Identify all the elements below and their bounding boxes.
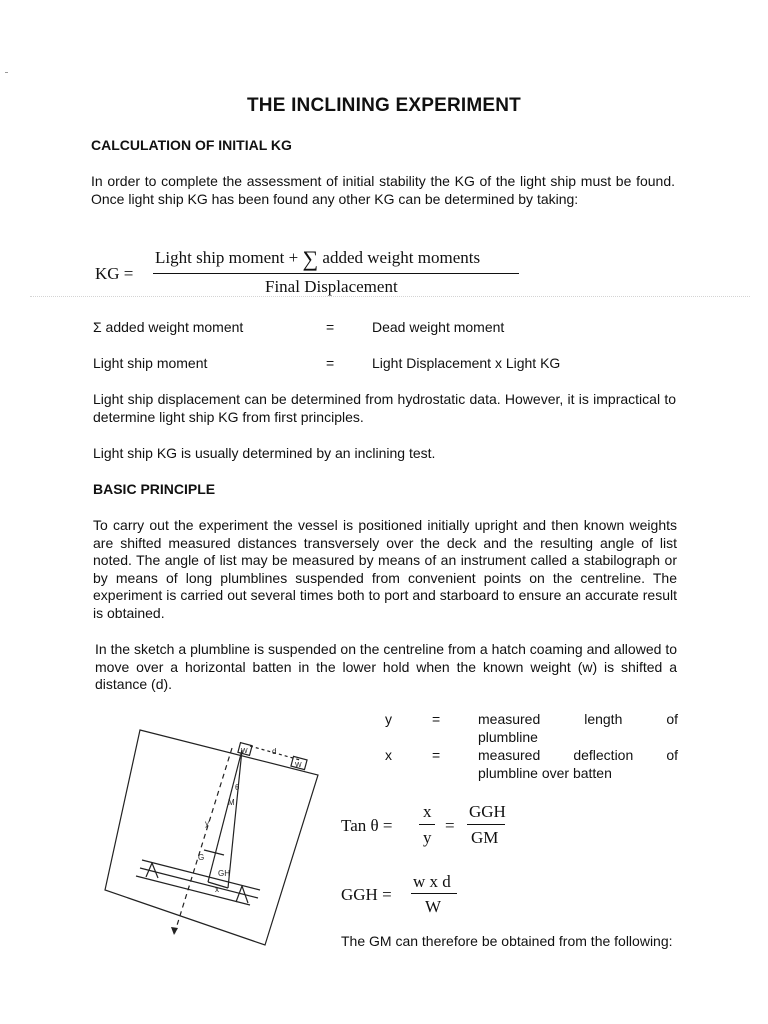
tan-frac2-bar (467, 824, 505, 825)
ggh-fraction-bar (411, 893, 457, 894)
ggh-num: w x d (413, 872, 451, 891)
ggh-den: W (425, 897, 442, 916)
scan-dotted-line (30, 296, 750, 297)
definition-term: Σ added weight moment (93, 319, 244, 335)
diagram-label-y: y (205, 819, 209, 828)
variable-description: measured deflection of (478, 747, 678, 763)
diagram-label-theta: θ (235, 783, 240, 792)
tan-frac2-num: GGH (469, 802, 506, 821)
gg-line (204, 850, 224, 855)
definition-equals: = (326, 355, 335, 371)
gm-paragraph: The GM can therefore be obtained from the following: (341, 933, 673, 949)
tan-lhs: Tan θ = (341, 816, 393, 835)
section-heading-calculation: CALCULATION OF INITIAL KG (91, 137, 292, 153)
diagram-label-w-right: W (295, 762, 302, 769)
tan-frac1-num: x (423, 802, 432, 821)
batten-top (142, 860, 260, 890)
y-dimension (174, 748, 232, 935)
diagram-label-x: x (215, 885, 219, 894)
tan-eq2: = (445, 816, 455, 835)
kg-formula-lhs: KG = (95, 264, 134, 283)
tan-frac1-den: y (423, 828, 432, 847)
variable-symbol: y (385, 711, 392, 727)
kg-formula (95, 246, 535, 302)
inclining-diagram (100, 720, 325, 950)
definition-value: Dead weight moment (372, 319, 505, 335)
ggh-formula (341, 870, 541, 920)
plumbline (228, 750, 242, 888)
definition-value: Light Displacement x Light KG (372, 355, 561, 371)
arrow-head (171, 927, 178, 935)
section-heading-basic-principle: BASIC PRINCIPLE (93, 481, 216, 497)
kg-formula-numerator (155, 246, 480, 272)
sigma-symbol: ∑ (302, 246, 319, 271)
variable-description-cont: plumbline (478, 728, 538, 745)
tan-theta-formula (341, 800, 541, 856)
scan-mark (5, 72, 8, 73)
support-left-2 (152, 863, 158, 878)
tank-top (136, 876, 250, 905)
variable-equals: = (432, 747, 441, 763)
sketch-paragraph: In the sketch a plumbline is suspended on the centreline from a hatch coaming and allowed to move over a horizontal batten in the lower hold when the known weight (w) is shifted a distance (d). (95, 641, 677, 692)
kg-numerator-left: Light ship moment + (155, 248, 299, 267)
variable-definitions (380, 711, 680, 783)
intro-paragraph: In order to complete the assessment of initial stability the KG of the light ship must be found. Once light ship KG has been found any other KG can be determined by taking: (91, 173, 675, 207)
principle-paragraph: To carry out the experiment the vessel is positioned initially upright and then known weights are shifted measured distances transversely over the deck and the resulting angle of list noted. The angle of list may be measured by means of an instrument called a stabilograph or by means of long plumblines suspended from convenient points on the centreline. The experiment is carried out several times both to port and starboard to ensure an accurate result is obtained. (93, 517, 677, 621)
definition-term: Light ship moment (93, 355, 208, 371)
variable-equals: = (432, 711, 441, 727)
kg-formula-denominator: Final Displacement (265, 277, 398, 296)
variable-row-y (380, 711, 680, 747)
definition-row-added-weight (93, 319, 693, 337)
ggh-lhs: GGH = (341, 885, 392, 904)
diagram-label-w-box: W (241, 748, 248, 755)
kg-fraction-bar (153, 273, 519, 274)
inclining-test-paragraph: Light ship KG is usually determined by an inclining test. (93, 445, 436, 461)
tan-frac2-den: GM (471, 828, 499, 847)
variable-description: measured length of (478, 711, 678, 727)
variable-row-x (380, 747, 680, 783)
definition-equals: = (326, 319, 335, 335)
hydrostatic-paragraph: Light ship displacement can be determined from hydrostatic data. However, it is impractical to determine light ship KG from first principles. (93, 391, 676, 425)
tan-frac1-bar (419, 824, 435, 825)
definition-row-light-ship (93, 355, 693, 373)
diagram-label-m: M (228, 798, 235, 807)
hull-outline (105, 730, 318, 945)
diagram-label-g: G (198, 853, 205, 862)
page-title: THE INCLINING EXPERIMENT (247, 95, 521, 116)
variable-description-cont: plumbline over batten (478, 764, 612, 781)
batten-bottom (140, 868, 258, 898)
variable-symbol: x (385, 747, 392, 763)
diagram-label-gh: GH (218, 869, 230, 878)
diagram-label-d: d (272, 747, 277, 756)
kg-numerator-right: added weight moments (322, 248, 481, 267)
